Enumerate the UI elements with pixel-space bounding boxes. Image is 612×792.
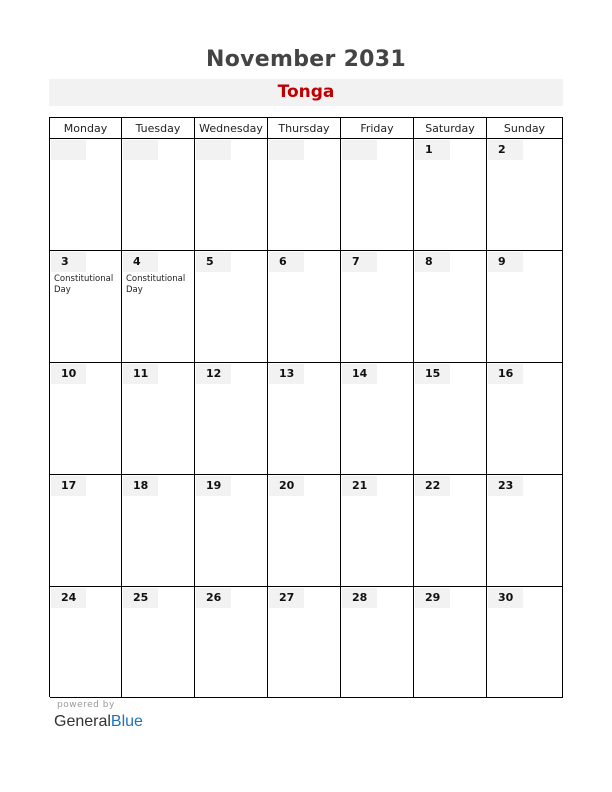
day-number: 23 <box>488 476 523 496</box>
day-cell <box>122 251 195 363</box>
day-number: 22 <box>415 476 450 496</box>
day-cell <box>50 139 122 251</box>
day-cell <box>487 587 563 698</box>
day-number: 12 <box>196 364 231 384</box>
day-cell <box>50 363 122 475</box>
day-cell <box>268 363 341 475</box>
weekday-header-thursday: Thursday <box>268 118 341 139</box>
day-cell <box>122 139 195 251</box>
day-cell <box>195 587 268 698</box>
page-title: November 2031 <box>205 47 407 72</box>
day-number: 30 <box>488 588 523 608</box>
day-number: 9 <box>488 252 523 272</box>
day-cell <box>414 475 487 587</box>
day-number: 13 <box>269 364 304 384</box>
day-number: 21 <box>342 476 377 496</box>
day-number: 15 <box>415 364 450 384</box>
day-cell <box>341 251 414 363</box>
day-cell <box>414 587 487 698</box>
powered-by-label: powered by <box>57 700 115 710</box>
day-cell <box>122 587 195 698</box>
day-cell <box>487 251 563 363</box>
day-number: 26 <box>196 588 231 608</box>
day-number: 17 <box>51 476 86 496</box>
day-cell <box>268 475 341 587</box>
generalblue-logo[interactable] <box>54 713 143 731</box>
day-cell <box>268 251 341 363</box>
day-number: 5 <box>196 252 231 272</box>
empty-day-marker <box>342 140 377 160</box>
day-cell <box>50 475 122 587</box>
day-cell <box>195 475 268 587</box>
day-cell <box>268 139 341 251</box>
day-cell <box>50 587 122 698</box>
empty-day-marker <box>51 140 86 160</box>
brand-blue-text: Blue <box>110 713 143 730</box>
day-number: 14 <box>342 364 377 384</box>
holiday-label: Constitutional Day <box>54 274 114 295</box>
holiday-label: Constitutional Day <box>126 274 186 295</box>
day-cell <box>341 139 414 251</box>
day-cell <box>195 139 268 251</box>
day-number: 7 <box>342 252 377 272</box>
weekday-header-sunday: Sunday <box>487 118 563 139</box>
brand-general-text: General <box>54 713 111 730</box>
day-number: 2 <box>488 140 523 160</box>
weekday-header-monday: Monday <box>50 118 122 139</box>
day-number: 24 <box>51 588 86 608</box>
day-cell <box>195 251 268 363</box>
day-cell <box>122 363 195 475</box>
day-number: 8 <box>415 252 450 272</box>
day-cell <box>341 363 414 475</box>
day-number: 10 <box>51 364 86 384</box>
day-cell <box>487 475 563 587</box>
day-number: 28 <box>342 588 377 608</box>
day-number: 19 <box>196 476 231 496</box>
day-cell <box>341 475 414 587</box>
day-number: 25 <box>123 588 158 608</box>
day-cell <box>487 139 563 251</box>
calendar-grid <box>49 117 563 697</box>
empty-day-marker <box>123 140 158 160</box>
weekday-header-tuesday: Tuesday <box>122 118 195 139</box>
day-number: 20 <box>269 476 304 496</box>
day-number: 29 <box>415 588 450 608</box>
day-cell <box>50 251 122 363</box>
day-cell <box>122 475 195 587</box>
weekday-header-friday: Friday <box>341 118 414 139</box>
day-number: 16 <box>488 364 523 384</box>
day-cell <box>414 363 487 475</box>
country-name: Tonga <box>49 79 563 106</box>
day-cell <box>195 363 268 475</box>
weekday-header-wednesday: Wednesday <box>195 118 268 139</box>
day-number: 27 <box>269 588 304 608</box>
day-cell <box>341 587 414 698</box>
day-number: 6 <box>269 252 304 272</box>
day-number: 11 <box>123 364 158 384</box>
day-number: 4 <box>123 252 158 272</box>
day-number: 1 <box>415 140 450 160</box>
day-number: 3 <box>51 252 86 272</box>
weekday-header-saturday: Saturday <box>414 118 487 139</box>
day-cell <box>268 587 341 698</box>
day-cell <box>487 363 563 475</box>
day-cell <box>414 139 487 251</box>
day-cell <box>414 251 487 363</box>
empty-day-marker <box>196 140 231 160</box>
empty-day-marker <box>269 140 304 160</box>
day-number: 18 <box>123 476 158 496</box>
